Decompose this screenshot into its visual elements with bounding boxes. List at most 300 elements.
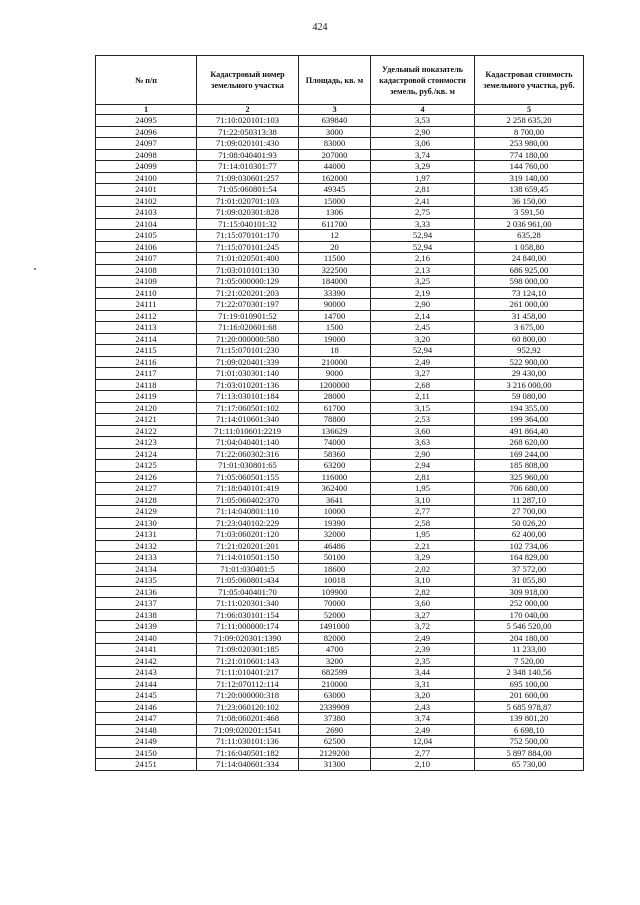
cell-unit-value: 2,82 [371,586,475,598]
cell-cadastral-number: 71:21:020201:201 [197,540,299,552]
cell-cadastral-number: 71:22:050313:38 [197,126,299,138]
cell-unit-value: 52,94 [371,241,475,253]
cell-unit-value: 3,27 [371,609,475,621]
cell-cadastral-cost: 8 700,00 [475,126,584,138]
cell-row-number: 24119 [96,391,197,403]
cell-unit-value: 3,15 [371,402,475,414]
cell-unit-value: 2,35 [371,655,475,667]
cell-cadastral-number: 71:08:060201:468 [197,713,299,725]
cell-unit-value: 2,10 [371,759,475,771]
cell-cadastral-number: 71:01:020701:103 [197,195,299,207]
cell-area: 210000 [299,678,371,690]
cell-cadastral-cost: 29 430,00 [475,368,584,380]
cell-area: 19000 [299,333,371,345]
table-row [96,552,584,564]
table-row [96,276,584,288]
cell-cadastral-number: 71:09:020401:339 [197,356,299,368]
cell-cadastral-cost: 11 287,10 [475,494,584,506]
cell-cadastral-cost: 65 730,00 [475,759,584,771]
table-row [96,184,584,196]
cell-cadastral-cost: 7 520,00 [475,655,584,667]
cell-cadastral-cost: 706 680,00 [475,483,584,495]
cell-row-number: 24118 [96,379,197,391]
cell-cadastral-number: 71:09:020301:185 [197,644,299,656]
table-row [96,517,584,529]
cell-cadastral-cost: 268 620,00 [475,437,584,449]
table-row [96,655,584,667]
cell-cadastral-number: 71:08:040401:93 [197,149,299,161]
cell-cadastral-number: 71:18:040101:419 [197,483,299,495]
cell-unit-value: 2,49 [371,724,475,736]
header-unit-value: Удельный показатель кадастровой стоимости земель, руб./кв. м [371,56,475,105]
cell-cadastral-cost: 2 036 961,00 [475,218,584,230]
cell-unit-value: 2,49 [371,356,475,368]
table-row [96,759,584,771]
cell-cadastral-number: 71:20:000000:318 [197,690,299,702]
header-row [96,56,584,105]
cell-cadastral-number: 71:09:030601:257 [197,172,299,184]
table-row [96,736,584,748]
cell-area: 9000 [299,368,371,380]
cell-area: 362400 [299,483,371,495]
cell-unit-value: 2,75 [371,207,475,219]
cell-cadastral-number: 71:01:030401:5 [197,563,299,575]
cell-unit-value: 3,63 [371,437,475,449]
cell-area: 44000 [299,161,371,173]
table-row [96,494,584,506]
table-row [96,437,584,449]
cell-unit-value: 2,13 [371,264,475,276]
table-row [96,540,584,552]
cell-unit-value: 2,68 [371,379,475,391]
cell-unit-value: 2,58 [371,517,475,529]
cell-cadastral-number: 71:05:040401:70 [197,586,299,598]
cell-cadastral-number: 71:03:010201:136 [197,379,299,391]
cell-unit-value: 2,45 [371,322,475,334]
cell-cadastral-cost: 253 980,00 [475,138,584,150]
cell-row-number: 24103 [96,207,197,219]
table-row [96,402,584,414]
cell-cadastral-cost: 144 760,00 [475,161,584,173]
table-row [96,322,584,334]
cell-cadastral-number: 71:11:000000:174 [197,621,299,633]
cell-cadastral-cost: 50 026,20 [475,517,584,529]
cell-row-number: 24122 [96,425,197,437]
cell-cadastral-number: 71:23:040102:229 [197,517,299,529]
cell-cadastral-number: 71:05:060501:155 [197,471,299,483]
table-row [96,299,584,311]
cell-cadastral-cost: 752 500,00 [475,736,584,748]
cell-cadastral-number: 71:09:020201:1541 [197,724,299,736]
cell-unit-value: 2,21 [371,540,475,552]
cell-row-number: 24143 [96,667,197,679]
cell-area: 207000 [299,149,371,161]
cell-row-number: 24132 [96,540,197,552]
cell-unit-value: 2,81 [371,471,475,483]
header-cadastral-cost: Кадастровая стоимость земельного участка, руб. [475,56,584,105]
cell-cadastral-cost: 169 244,00 [475,448,584,460]
cell-unit-value: 2,53 [371,414,475,426]
cell-area: 116000 [299,471,371,483]
table-row [96,356,584,368]
table-row [96,632,584,644]
table-row [96,115,584,127]
cell-unit-value: 2,19 [371,287,475,299]
cell-area: 58360 [299,448,371,460]
cell-cadastral-number: 71:19:010901:52 [197,310,299,322]
cell-cadastral-number: 71:15:070101:245 [197,241,299,253]
cell-cadastral-cost: 24 840,00 [475,253,584,265]
cell-unit-value: 2,90 [371,448,475,460]
page-number: 424 [312,22,328,33]
cell-row-number: 24101 [96,184,197,196]
cell-area: 322500 [299,264,371,276]
cell-area: 109900 [299,586,371,598]
cell-unit-value: 3,74 [371,713,475,725]
table-row [96,644,584,656]
cell-cadastral-cost: 261 000,00 [475,299,584,311]
column-number: 3 [299,105,371,115]
table-row [96,195,584,207]
cell-cadastral-number: 71:14:010601:340 [197,414,299,426]
cell-unit-value: 2,16 [371,253,475,265]
cell-area: 639840 [299,115,371,127]
cell-area: 1491000 [299,621,371,633]
cell-area: 82000 [299,632,371,644]
cell-row-number: 24105 [96,230,197,242]
cell-cadastral-number: 71:15:070101:230 [197,345,299,357]
cell-row-number: 24104 [96,218,197,230]
cell-unit-value: 2,02 [371,563,475,575]
cell-area: 63200 [299,460,371,472]
cell-area: 37380 [299,713,371,725]
cell-cadastral-number: 71:05:060402:370 [197,494,299,506]
cell-cadastral-cost: 31 458,00 [475,310,584,322]
cell-row-number: 24136 [96,586,197,598]
table-row [96,667,584,679]
cell-area: 11500 [299,253,371,265]
cell-area: 1500 [299,322,371,334]
cell-unit-value: 2,41 [371,195,475,207]
cell-area: 2339909 [299,701,371,713]
table-row [96,690,584,702]
cell-unit-value: 3,53 [371,115,475,127]
cell-cadastral-number: 71:01:020501:400 [197,253,299,265]
cell-row-number: 24100 [96,172,197,184]
cell-cadastral-cost: 319 140,00 [475,172,584,184]
cell-area: 52000 [299,609,371,621]
cell-cadastral-number: 71:03:060201:120 [197,529,299,541]
cell-cadastral-number: 71:15:070101:170 [197,230,299,242]
table-row [96,471,584,483]
cell-cadastral-cost: 309 918,00 [475,586,584,598]
cell-area: 611700 [299,218,371,230]
cell-cadastral-cost: 3 216 000,00 [475,379,584,391]
cell-cadastral-number: 71:11:010601:2219 [197,425,299,437]
cell-unit-value: 3,20 [371,333,475,345]
cell-area: 136629 [299,425,371,437]
cell-area: 20 [299,241,371,253]
cell-cadastral-cost: 31 055,80 [475,575,584,587]
table-body [96,115,584,771]
cadastral-value-table [95,55,584,771]
cell-row-number: 24102 [96,195,197,207]
cell-row-number: 24138 [96,609,197,621]
cell-row-number: 24115 [96,345,197,357]
cell-cadastral-cost: 36 150,00 [475,195,584,207]
cell-cadastral-cost: 2 348 140,56 [475,667,584,679]
cell-cadastral-number: 71:11:010401:217 [197,667,299,679]
cell-cadastral-cost: 185 808,00 [475,460,584,472]
table-row [96,586,584,598]
cell-area: 49345 [299,184,371,196]
cell-row-number: 24147 [96,713,197,725]
cell-area: 2129200 [299,747,371,759]
cell-row-number: 24107 [96,253,197,265]
cell-area: 4700 [299,644,371,656]
cell-unit-value: 2,90 [371,126,475,138]
column-number: 5 [475,105,584,115]
cell-unit-value: 52,94 [371,230,475,242]
cell-cadastral-cost: 201 600,00 [475,690,584,702]
cell-unit-value: 2,49 [371,632,475,644]
cell-cadastral-cost: 170 040,00 [475,609,584,621]
cell-cadastral-number: 71:05:000000:129 [197,276,299,288]
table-row [96,253,584,265]
cell-unit-value: 3,29 [371,552,475,564]
table-row [96,598,584,610]
cell-area: 18600 [299,563,371,575]
cell-area: 10000 [299,506,371,518]
table-row [96,747,584,759]
cell-area: 14700 [299,310,371,322]
cell-cadastral-number: 71:05:060801:54 [197,184,299,196]
table-row [96,563,584,575]
table-row [96,126,584,138]
cell-area: 19390 [299,517,371,529]
cell-cadastral-cost: 1 058,80 [475,241,584,253]
table-row [96,264,584,276]
cell-unit-value: 52,94 [371,345,475,357]
cell-cadastral-cost: 194 355,00 [475,402,584,414]
cell-cadastral-cost: 11 233,00 [475,644,584,656]
table-row [96,230,584,242]
cell-area: 83000 [299,138,371,150]
cell-unit-value: 3,06 [371,138,475,150]
cell-cadastral-number: 71:14:010301:77 [197,161,299,173]
cell-area: 90000 [299,299,371,311]
cell-cadastral-number: 71:21:010601:143 [197,655,299,667]
cell-unit-value: 3,20 [371,690,475,702]
cell-row-number: 24096 [96,126,197,138]
cell-unit-value: 3,72 [371,621,475,633]
cell-cadastral-number: 71:09:020301:1390 [197,632,299,644]
cell-cadastral-number: 71:22:060302:316 [197,448,299,460]
cell-row-number: 24151 [96,759,197,771]
table-row [96,724,584,736]
table-row [96,241,584,253]
cell-unit-value: 3,31 [371,678,475,690]
cell-unit-value: 3,25 [371,276,475,288]
cell-row-number: 24145 [96,690,197,702]
cell-row-number: 24124 [96,448,197,460]
cell-cadastral-cost: 2 258 635,20 [475,115,584,127]
table-row [96,161,584,173]
cell-cadastral-cost: 164 829,00 [475,552,584,564]
cell-row-number: 24149 [96,736,197,748]
cell-cadastral-number: 71:01:030301:140 [197,368,299,380]
cell-row-number: 24121 [96,414,197,426]
table-row [96,207,584,219]
cell-row-number: 24146 [96,701,197,713]
table-row [96,678,584,690]
cell-row-number: 24148 [96,724,197,736]
cell-unit-value: 3,10 [371,575,475,587]
cell-unit-value: 2,11 [371,391,475,403]
cell-area: 74000 [299,437,371,449]
column-number: 4 [371,105,475,115]
cell-cadastral-number: 71:17:060501:102 [197,402,299,414]
cell-row-number: 24139 [96,621,197,633]
cell-row-number: 24097 [96,138,197,150]
cell-row-number: 24125 [96,460,197,472]
cell-cadastral-cost: 60 800,00 [475,333,584,345]
cell-row-number: 24099 [96,161,197,173]
cell-area: 3200 [299,655,371,667]
cell-area: 162000 [299,172,371,184]
cell-cadastral-cost: 3 591,50 [475,207,584,219]
cell-cadastral-cost: 204 180,00 [475,632,584,644]
cell-cadastral-number: 71:05:060801:434 [197,575,299,587]
table-row [96,310,584,322]
cell-unit-value: 2,81 [371,184,475,196]
cell-row-number: 24123 [96,437,197,449]
cell-area: 78800 [299,414,371,426]
cell-cadastral-cost: 686 925,00 [475,264,584,276]
column-number-row [96,105,584,115]
cell-unit-value: 2,14 [371,310,475,322]
cell-unit-value: 3,10 [371,494,475,506]
cell-row-number: 24126 [96,471,197,483]
cell-unit-value: 1,95 [371,529,475,541]
cell-cadastral-cost: 5 897 884,00 [475,747,584,759]
cell-row-number: 24113 [96,322,197,334]
table-row [96,529,584,541]
table-row [96,448,584,460]
table-row [96,345,584,357]
cell-unit-value: 3,33 [371,218,475,230]
cell-cadastral-number: 71:16:040501:182 [197,747,299,759]
cell-row-number: 24111 [96,299,197,311]
cell-row-number: 24109 [96,276,197,288]
cell-row-number: 24112 [96,310,197,322]
cell-row-number: 24150 [96,747,197,759]
cell-cadastral-cost: 774 180,00 [475,149,584,161]
cell-area: 15000 [299,195,371,207]
cell-cadastral-number: 71:14:040601:334 [197,759,299,771]
cell-cadastral-cost: 695 100,00 [475,678,584,690]
cell-unit-value: 1,95 [371,483,475,495]
cell-cadastral-number: 71:15:040101:32 [197,218,299,230]
cell-unit-value: 1,97 [371,172,475,184]
table-row [96,609,584,621]
cell-cadastral-cost: 6 698,10 [475,724,584,736]
cell-area: 70000 [299,598,371,610]
cell-cadastral-number: 71:13:030101:184 [197,391,299,403]
margin-mark [34,268,36,270]
table-row [96,287,584,299]
cell-area: 2690 [299,724,371,736]
cell-cadastral-number: 71:23:060120:102 [197,701,299,713]
table-row [96,713,584,725]
cell-cadastral-number: 71:11:020301:340 [197,598,299,610]
cell-row-number: 24144 [96,678,197,690]
table-row [96,138,584,150]
cell-cadastral-number: 71:21:020201:203 [197,287,299,299]
cell-area: 10018 [299,575,371,587]
cell-cadastral-cost: 5 546 520,00 [475,621,584,633]
cell-area: 46486 [299,540,371,552]
table-row [96,333,584,345]
table-row [96,368,584,380]
cell-area: 682599 [299,667,371,679]
column-number: 2 [197,105,299,115]
cell-area: 3641 [299,494,371,506]
cell-area: 50100 [299,552,371,564]
cell-unit-value: 2,77 [371,747,475,759]
cell-area: 1306 [299,207,371,219]
cell-cadastral-number: 71:01:030801:65 [197,460,299,472]
cell-cadastral-cost: 199 364,00 [475,414,584,426]
cell-cadastral-number: 71:09:020101:430 [197,138,299,150]
cell-area: 31300 [299,759,371,771]
cell-cadastral-cost: 325 960,00 [475,471,584,483]
cell-area: 62500 [299,736,371,748]
cell-cadastral-number: 71:10:020101:103 [197,115,299,127]
cell-unit-value: 3,60 [371,425,475,437]
cell-row-number: 24128 [96,494,197,506]
cell-row-number: 24114 [96,333,197,345]
table-row [96,391,584,403]
cell-row-number: 24142 [96,655,197,667]
table-row [96,172,584,184]
cell-cadastral-cost: 62 400,00 [475,529,584,541]
cell-area: 184000 [299,276,371,288]
cell-unit-value: 2,39 [371,644,475,656]
table-row [96,483,584,495]
cell-unit-value: 3,27 [371,368,475,380]
cell-row-number: 24134 [96,563,197,575]
cell-cadastral-number: 71:03:010101:130 [197,264,299,276]
cell-row-number: 24108 [96,264,197,276]
cell-unit-value: 2,77 [371,506,475,518]
cell-cadastral-number: 71:12:070112:114 [197,678,299,690]
cell-row-number: 24140 [96,632,197,644]
cell-unit-value: 2,94 [371,460,475,472]
header-row-number: № п/п [96,56,197,105]
cell-cadastral-cost: 37 572,00 [475,563,584,575]
cell-cadastral-cost: 102 734,06 [475,540,584,552]
cell-row-number: 24141 [96,644,197,656]
cell-row-number: 24110 [96,287,197,299]
table-row [96,425,584,437]
table-row [96,414,584,426]
cell-area: 210000 [299,356,371,368]
cell-area: 28000 [299,391,371,403]
cell-area: 32000 [299,529,371,541]
cell-row-number: 24098 [96,149,197,161]
cell-cadastral-cost: 73 124,10 [475,287,584,299]
